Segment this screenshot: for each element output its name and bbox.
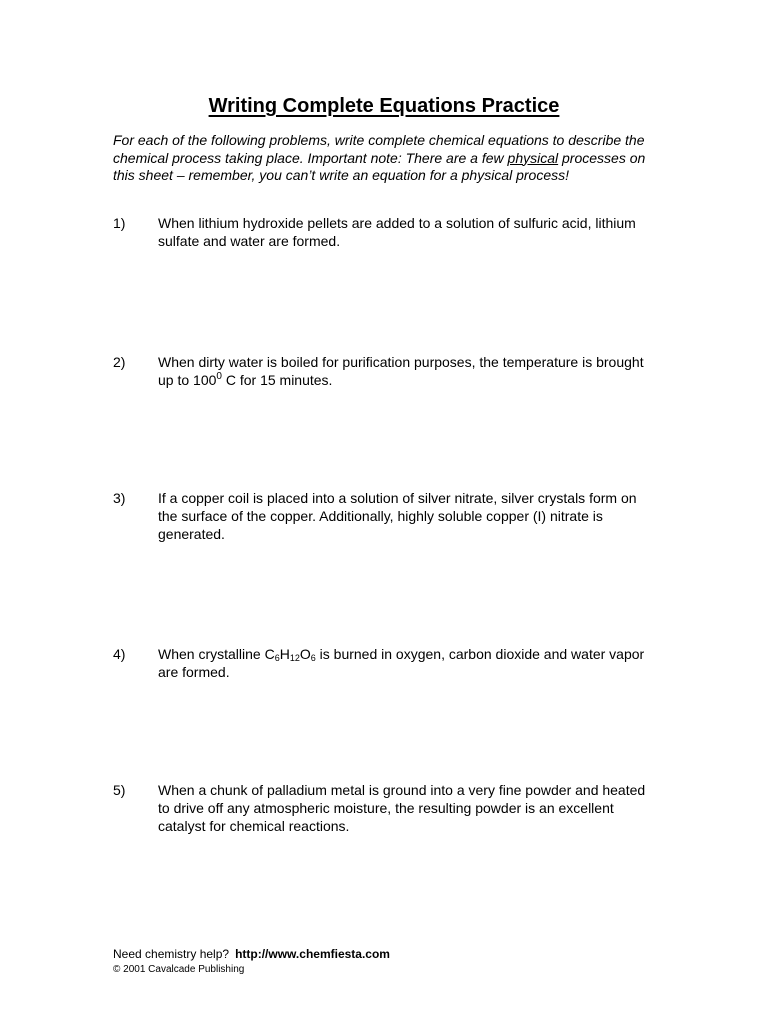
problem-text: When a chunk of palladium metal is ground into a very fine powder and heated to drive off any atmospheric moisture, the resulting powder is an excellent catalyst for chemical reactions. [158,782,646,834]
instructions-part-2: processes on this sheet – remember, you can’t write an equation for a physical process! [113,149,646,183]
problem-text: When lithium hydroxide pellets are added to a solution of sulfuric acid, lithium sulfate and water are formed. [158,215,636,249]
page-title: Writing Complete Equations Practice [208,95,560,117]
subscript: 6 [310,653,316,663]
footer-help-text: Need chemistry help? [113,947,230,961]
instructions-part-1: For each of the following problems, write complete chemical equations to describe the chemical process taking place. Important note: There are a few [113,132,645,166]
copyright: © 2001 Cavalcade Publishing [113,964,245,975]
problem-number: 1) [113,215,126,231]
problem-text-before: When dirty water is boiled for purification purposes, the temperature is brought up to 100 [158,354,644,388]
formula-part: H [279,646,290,662]
footer-help [113,946,390,962]
problem-text-after: is burned in oxygen, carbon dioxide and water vapor are formed. [158,646,645,680]
instructions-underlined-word: physical [507,149,559,166]
problem-text-before: When crystalline C [158,646,275,662]
problem-number: 3) [113,490,126,506]
problem-text [158,353,658,389]
problem-number: 4) [113,646,126,662]
problem-text [158,645,658,681]
problem-number: 5) [113,782,126,798]
problem-text-after: C for 15 minutes. [221,372,333,388]
formula-part: O [299,646,311,662]
subscript: 12 [289,653,300,663]
superscript: 0 [216,371,222,382]
problem-number: 2) [113,354,126,370]
problem-text: If a copper coil is placed into a solution of silver nitrate, silver crystals form on the surface of the copper. Additionally, highly soluble copper (I) nitrate is generated. [158,490,637,542]
footer-url-link[interactable]: http://www.chemfiesta.com [235,947,390,961]
instructions [113,132,653,185]
subscript: 6 [274,653,280,663]
